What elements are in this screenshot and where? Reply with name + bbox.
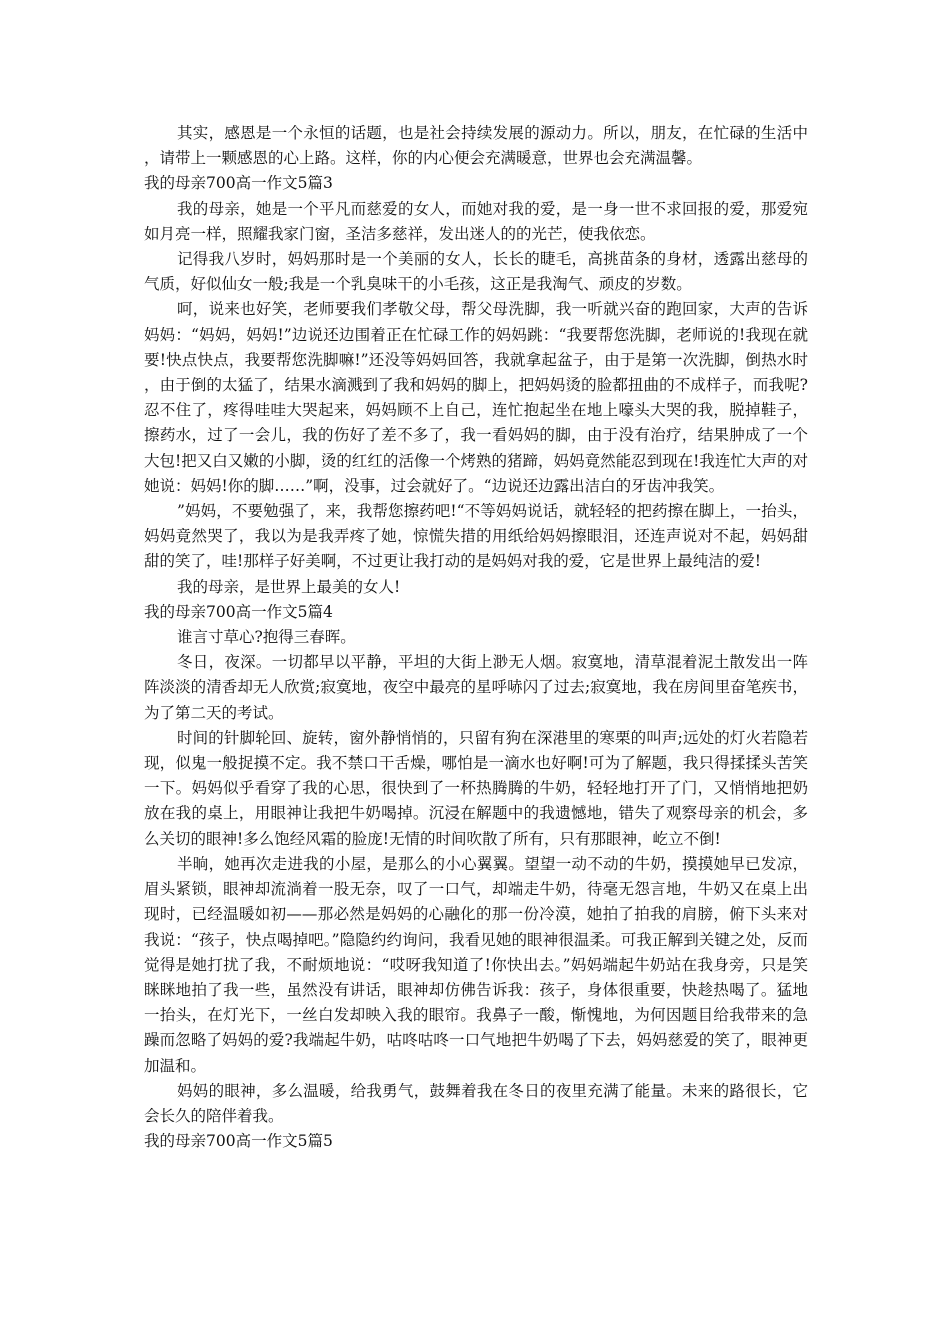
- section-heading: 我的母亲700高一作文5篇3: [144, 174, 333, 193]
- section-heading: 我的母亲700高一作文5篇5: [144, 1132, 333, 1151]
- paragraph: 呵，说来也好笑，老师要我们孝敬父母，帮父母洗脚，我一听就兴奋的跑回家，大声的告诉妈妈：“妈妈，妈妈!”边说还边围着正在忙碌工作的妈妈跳：“我要帮您洗脚，老师说的!我现在就要!快点快点，我要帮您洗脚嘛!”还没等妈妈回答，我就拿起盆子，由于是第一次洗脚，倒热水时，由于倒的太猛了，结果水滴溅到了我和妈妈的脚上，把妈妈烫的脸都扭曲的不成样子，而我呢?忍不住了，疼得哇哇大哭起来，妈妈顾不上自己，连忙抱起坐在地上嚎头大哭的我，脱掉鞋子，擦药水，过了一会儿，我的伤好了差不多了，我一看妈妈的脚，由于没有治疗，结果肿成了一个大包!把又白又嫩的小脚，烫的红红的活像一个烤熟的猪蹄，妈妈竟然能忍到现在!我连忙大声的对她说：妈妈!你的脚……”啊，没事，过会就好了。“边说还边露出洁白的牙齿冲我笑。: [144, 300, 808, 495]
- paragraph: 时间的针脚轮回、旋转，窗外静悄悄的，只留有狗在深港里的寒栗的叫声;远处的灯火若隐若现，似鬼一般捉摸不定。我不禁口干舌燥，哪怕是一滴水也好啊!可为了解题，我只得揉揉头苦笑一下。妈妈似乎看穿了我的心思，很快到了一杯热腾腾的牛奶，轻轻地打开了门，又悄悄地把奶放在我的桌上，用眼神让我把牛奶喝掉。沉浸在解题中的我遗憾地，错失了观察母亲的机会，多么关切的眼神!多么饱经风霜的脸庞!无情的时间吹散了所有，只有那眼神，屹立不倒!: [144, 728, 808, 848]
- paragraph: ”妈妈，不要勉强了，来，我帮您擦药吧!“不等妈妈说话，就轻轻的把药擦在脚上，一抬头，妈妈竟然哭了，我以为是我弄疼了她，惊慌失措的用纸给妈妈擦眼泪，还连声说对不起，妈妈甜甜的笑了，哇!那样子好美啊，不过更让我打动的是妈妈对我的爱，它是世界上最纯洁的爱!: [144, 502, 808, 571]
- paragraph: 记得我八岁时，妈妈那时是一个美丽的女人，长长的睫毛，高挑苗条的身材，透露出慈母的气质，好似仙女一般;我是一个乳臭味干的小毛孩，这正是我淘气、顽皮的岁数。: [144, 250, 808, 294]
- paragraph: 冬日，夜深。一切都早以平静，平坦的大街上渺无人烟。寂寞地，清草混着泥土散发出一阵阵淡淡的清香却无人欣赏;寂寞地，夜空中最亮的星呼哧闪了过去;寂寞地，我在房间里奋笔疾书，为了第二天的考试。: [144, 653, 808, 722]
- paragraph: 妈妈的眼神，多么温暖，给我勇气，鼓舞着我在冬日的夜里充满了能量。未来的路很长，它会长久的陪伴着我。: [144, 1081, 808, 1125]
- paragraph: 我的母亲，是世界上最美的女人!: [177, 577, 401, 596]
- section-heading: 我的母亲700高一作文5篇4: [144, 602, 333, 621]
- paragraph: 半晌，她再次走进我的小屋，是那么的小心翼翼。望望一动不动的牛奶，摸摸她早已发凉，眉头紧锁，眼神却流淌着一股无奈，叹了一口气，却端走牛奶，待毫无怨言地，牛奶又在桌上出现时，已经温暖如初——那必然是妈妈的心融化的那一份冷漠，她拍了拍我的肩膀，俯下头来对我说：“孩子，快点喝掉吧。”隐隐约约询问，我看见她的眼神很温柔。可我正解到关键之处，反而觉得是她打扰了我，不耐烦地说：“哎呀我知道了!你快出去。”妈妈端起牛奶站在我身旁，只是笑眯眯地拍了我一些，虽然没有讲话，眼神却仿佛告诉我：孩子，身体很重要，快趁热喝了。猛地一抬头，在灯光下，一丝白发却映入我的眼帘。我鼻子一酸，惭愧地，为何因题目给我带来的急躁而忽略了妈妈的爱?我端起牛奶，咕咚咕咚一口气地把牛奶喝了下去，妈妈慈爱的笑了，眼神更加温和。: [144, 854, 808, 1075]
- paragraph: 我的母亲，她是一个平凡而慈爱的女人，而她对我的爱，是一身一世不求回报的爱，那爱宛如月亮一样，照耀我家门窗，圣洁多慈祥，发出迷人的的光芒，使我依恋。: [144, 199, 808, 243]
- document-page: [144, 121, 808, 1154]
- paragraph: 谁言寸草心?抱得三春晖。: [177, 628, 356, 647]
- paragraph: 其实，感恩是一个永恒的话题，也是社会持续发展的源动力。所以，朋友，在忙碌的生活中，请带上一颗感恩的心上路。这样，你的内心便会充满暖意，世界也会充满温馨。: [144, 124, 808, 168]
